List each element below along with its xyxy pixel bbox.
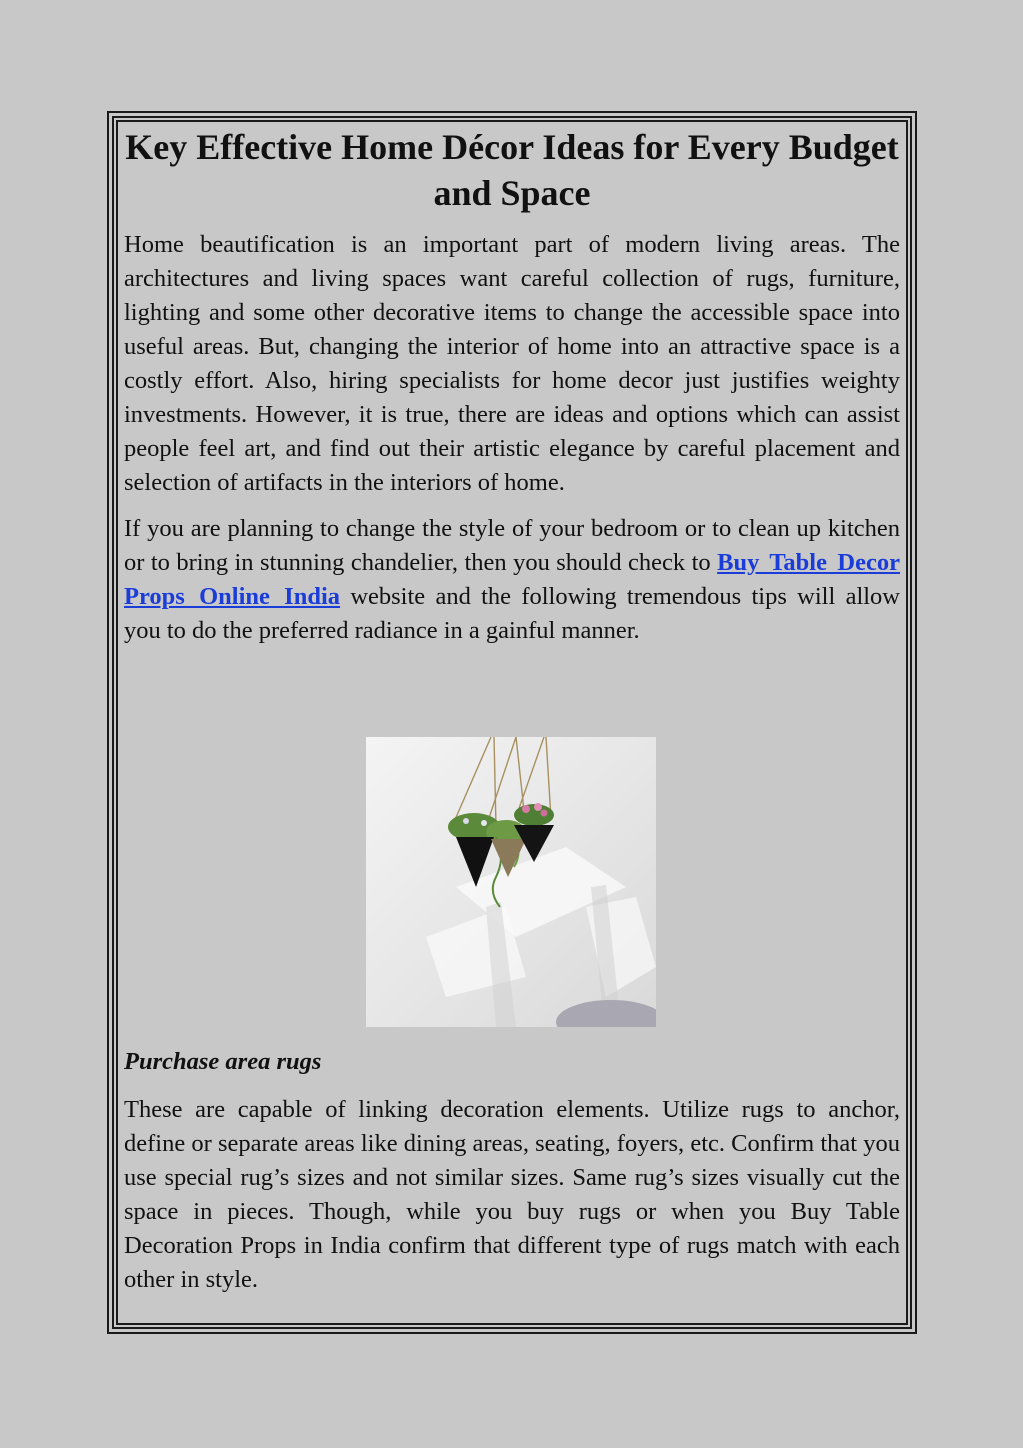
second-paragraph-end: website and the following tremendous tips will allow you to do the preferred radiance in a gainful manner. [124,583,900,644]
hanging-planters-photo [366,737,656,1027]
document-body [124,124,900,648]
second-paragraph-start: If you are planning to change the style of your bedroom or to clean up kitchen or to bring in stunning chandelier, then you should check to [124,515,900,576]
intro-paragraph: Home beautification is an important part of modern living areas. The architectures and living spaces want careful collection of rugs, furniture, lighting and some other decorative items to change the accessible space into useful areas. But, changing the interior of home into an attractive space is a costly effort. Also, hiring specialists for home decor just justifies weighty investments. However, it is true, there are ideas and options which can assist people feel art, and find out their artistic elegance by careful placement and selection of artifacts in the interiors of home. [124,231,900,496]
hanging-planters-illustration [366,737,656,1027]
document-title: Key Effective Home Décor Ideas for Every Budget and Space [125,127,899,213]
section-heading: Purchase area rugs [124,1048,322,1075]
rugs-paragraph: These are capable of linking decoration elements. Utilize rugs to anchor, define or separate areas like dining areas, seating, foyers, etc. Confirm that you use special rug’s sizes and not similar sizes. Same rug’s sizes visually cut the space in pieces. Though, while you buy rugs or when you Buy Table Decoration Props in India confirm that different type of rugs match with each other in style. [124,1096,900,1293]
buy-table-decor-props-link[interactable]: Buy Table Decor Props Online India [124,549,900,610]
second-paragraph [124,512,900,648]
